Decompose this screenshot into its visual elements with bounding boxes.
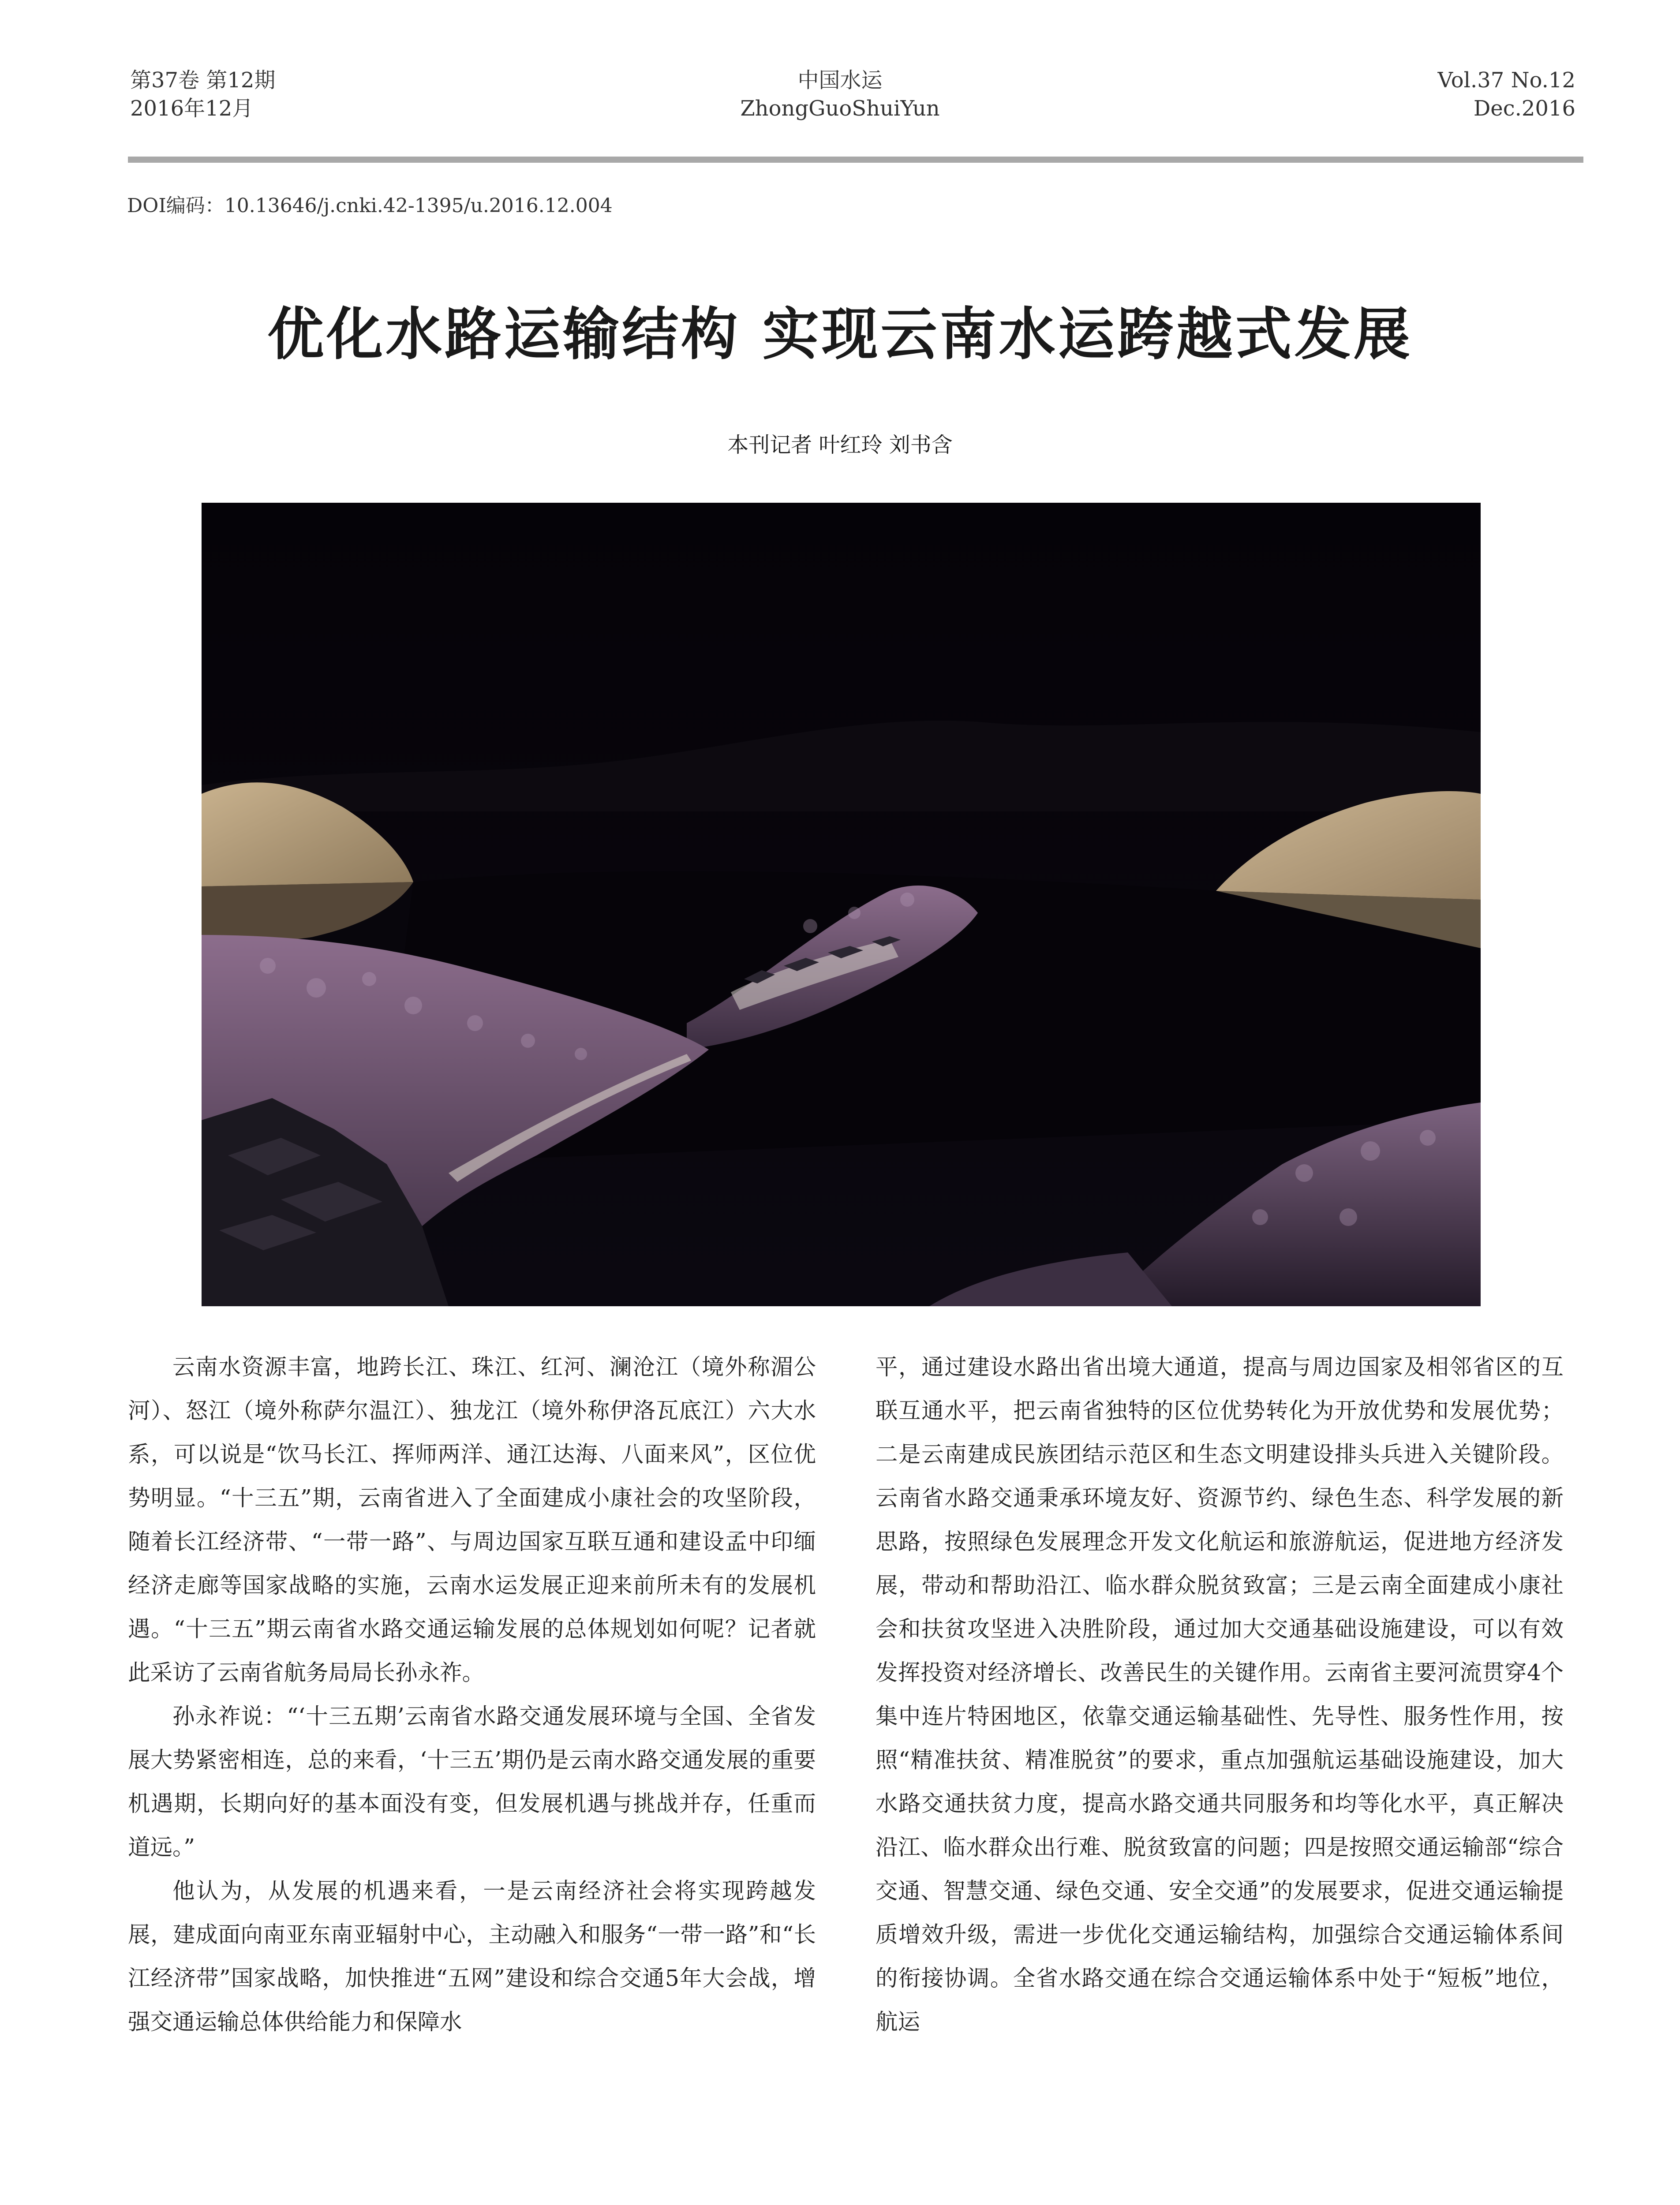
- photo-graphic: [202, 503, 1481, 1306]
- journal-name-pinyin: ZhongGuoShuiYun: [740, 96, 940, 121]
- lake-landscape-photo: [202, 503, 1481, 1306]
- article-author: 本刊记者 叶红玲 刘书含: [727, 433, 953, 457]
- volume-issue-en: Vol.37 No.12: [1437, 68, 1575, 93]
- volume-issue: 第37卷 第12期: [130, 68, 276, 93]
- header-divider: [128, 157, 1583, 163]
- body-paragraph: 云南水资源丰富，地跨长江、珠江、红河、澜沧江（境外称湄公河）、怒江（境外称萨尔温江）、独龙江（境外称伊洛瓦底江）六大水系，可以说是“饮马长江、挥师两洋、通江达海、八面来风”，区位优势明显。“十三五”期，云南省进入了全面建成小康社会的攻坚阶段，随着长江经济带、“一带一路”、与周边国家互联互通和建设孟中印缅经济走廊等国家战略的实施，云南水运发展正迎来前所未有的发展机遇。“十三五”期云南省水路交通运输发展的总体规划如何呢？记者就此采访了云南省航务局局长孙永祚。: [128, 1354, 816, 1686]
- issue-date-en: Dec.2016: [1473, 96, 1575, 121]
- body-paragraph-continued: 平，通过建设水路出省出境大通道，提高与周边国家及相邻省区的互联互通水平，把云南省独特的区位优势转化为开放优势和发展优势；二是云南建成民族团结示范区和生态文明建设排头兵进入关键阶段。云南省水路交通秉承环境友好、资源节约、绿色生态、科学发展的新思路，按照绿色发展理念开发文化航运和旅游航运，促进地方经济发展，带动和帮助沿江、临水群众脱贫致富；三是云南全面建成小康社会和扶贫攻坚进入决胜阶段，通过加大交通基础设施建设，可以有效发挥投资对经济增长、改善民生的关键作用。云南省主要河流贯穿4个集中连片特困地区，依靠交通运输基础性、先导性、服务性作用，按照“精准扶贫、精准脱贫”的要求，重点加强航运基础设施建设，加大水路交通扶贫力度，提高水路交通共同服务和均等化水平，真正解决沿江、临水群众出行难、脱贫致富的问题；四是按照交通运输部“综合交通、智慧交通、绿色交通、安全交通”的发展要求，促进交通运输提质增效升级，需进一步优化交通运输结构，加强综合交通运输体系间的衔接协调。全省水路交通在综合交通运输体系中处于“短板”地位，航运: [876, 1354, 1564, 2035]
- doi-code: DOI编码：10.13646/j.cnki.42-1395/u.2016.12.004: [127, 194, 613, 217]
- article-title: 优化水路运输结构 实现云南水运跨越式发展: [267, 301, 1413, 367]
- body-column-right: [876, 1345, 1564, 2044]
- journal-name-header: [0, 66, 1680, 123]
- body-column-left: [128, 1345, 816, 2044]
- body-paragraph: 孙永祚说：“‘十三五期’云南省水路交通发展环境与全国、全省发展大势紧密相连，总的来看，‘十三五’期仍是云南水路交通发展的重要机遇期，长期向好的基本面没有变，但发展机遇与挑战并存，任重而道远。”: [128, 1703, 816, 1860]
- journal-name-cn: 中国水运: [797, 68, 883, 93]
- body-paragraph: 他认为，从发展的机遇来看，一是云南经济社会将实现跨越发展，建成面向南亚东南亚辐射中心，主动融入和服务“一带一路”和“长江经济带”国家战略，加快推进“五网”建设和综合交通5年大会战，增强交通运输总体供给能力和保障水: [128, 1878, 816, 2035]
- journal-volume-info-en: [1438, 66, 1576, 123]
- issue-date-cn: 2016年12月: [130, 96, 254, 121]
